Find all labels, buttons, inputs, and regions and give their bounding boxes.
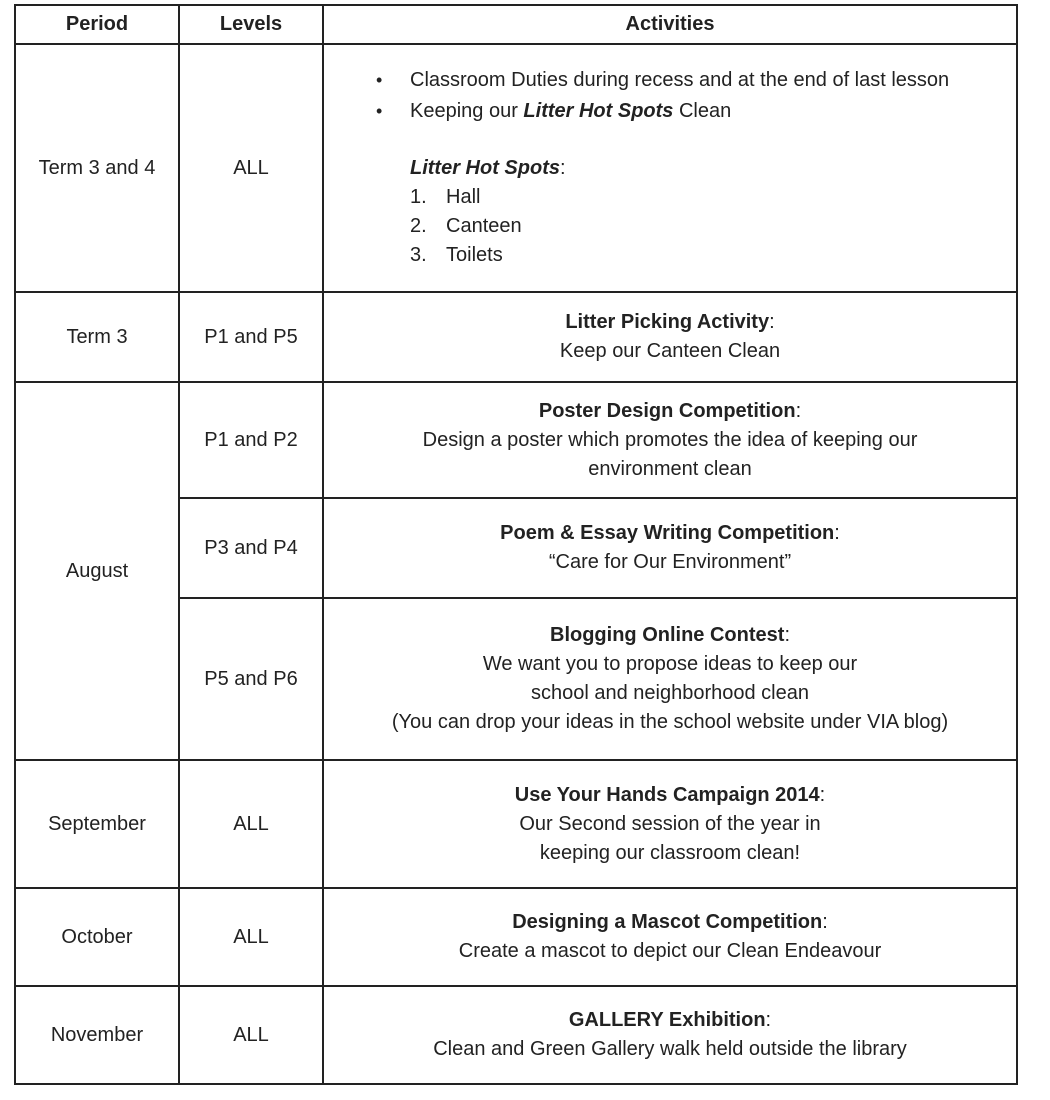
period-cell: October	[15, 888, 179, 986]
list-item	[410, 241, 1008, 270]
period-cell: Term 3	[15, 292, 179, 382]
table-row	[15, 986, 1017, 1084]
activity-line: environment clean	[588, 457, 752, 480]
table-row	[15, 760, 1017, 888]
header-activities: Activities	[323, 5, 1017, 44]
activity-title: GALLERY Exhibition	[568, 1009, 766, 1031]
hotspots-heading-text: Litter Hot Spots	[410, 157, 560, 179]
activity-title: Poem & Essay Writing Competition	[500, 522, 835, 544]
level-cell: P5 and P6	[179, 598, 323, 760]
level-cell: ALL	[179, 44, 323, 292]
activity-cell	[323, 888, 1017, 986]
activity-line: Design a poster which promotes the idea of keeping our	[422, 428, 918, 451]
duties-list	[364, 66, 1008, 126]
list-item	[364, 97, 1008, 126]
list-item	[410, 212, 1008, 241]
activity-line: school and neighborhood clean	[531, 682, 809, 704]
activity-cell	[323, 986, 1017, 1084]
title-colon: :	[834, 522, 840, 544]
activity-title: Poster Design Competition	[538, 399, 796, 422]
activity-line: Create a mascot to depict our Clean Endeavour	[458, 940, 882, 962]
duty-text-post: Clean	[673, 100, 732, 122]
item-number: 2.	[410, 215, 427, 237]
hotspots-list	[364, 183, 1008, 270]
table-row	[15, 292, 1017, 382]
hotspots-colon: :	[560, 157, 566, 179]
duty-text: Classroom Duties during recess and at the end of last lesson	[410, 69, 950, 91]
activity-title: Designing a Mascot Competition	[512, 911, 823, 933]
list-item	[364, 66, 1008, 95]
period-cell: August	[15, 382, 179, 760]
level-cell: P1 and P2	[179, 382, 323, 498]
activity-line: Keep our Canteen Clean	[559, 340, 781, 362]
activity-cell	[323, 44, 1017, 292]
duty-text-emphasis: Litter Hot Spots	[523, 100, 674, 122]
item-name: Canteen	[446, 215, 522, 237]
activity-cell	[323, 382, 1017, 498]
period-cell: September	[15, 760, 179, 888]
activity-line: keeping our classroom clean!	[539, 841, 801, 864]
table-row	[15, 888, 1017, 986]
title-colon: :	[819, 783, 826, 806]
header-levels: Levels	[179, 5, 323, 44]
activity-line: “Care for Our Environment”	[548, 551, 792, 573]
bullet-icon: •	[376, 70, 383, 90]
list-item	[410, 183, 1008, 212]
activity-line: Our Second session of the year in	[519, 812, 821, 835]
activity-line: (You can drop your ideas in the school website under VIA blog)	[391, 711, 949, 733]
level-cell: ALL	[179, 760, 323, 888]
activity-title: Litter Picking Activity	[565, 311, 770, 333]
level-cell: P1 and P5	[179, 292, 323, 382]
item-number: 1.	[410, 186, 427, 208]
table-row	[15, 382, 1017, 498]
activity-cell	[323, 292, 1017, 382]
item-name: Hall	[446, 186, 481, 208]
activity-cell	[323, 760, 1017, 888]
period-cell: November	[15, 986, 179, 1084]
title-colon: :	[765, 1009, 772, 1031]
activity-line: We want you to propose ideas to keep our	[482, 653, 858, 675]
activity-content	[324, 66, 1016, 270]
bullet-icon: •	[376, 101, 383, 121]
hotspots-heading	[410, 154, 1008, 183]
title-colon: :	[784, 624, 790, 646]
activities-table	[14, 4, 1018, 1085]
title-colon: :	[769, 311, 775, 333]
title-colon: :	[795, 399, 802, 422]
period-cell: Term 3 and 4	[15, 44, 179, 292]
item-name: Toilets	[446, 244, 503, 266]
item-number: 3.	[410, 244, 427, 266]
table-row	[15, 44, 1017, 292]
level-cell: P3 and P4	[179, 498, 323, 598]
level-cell: ALL	[179, 986, 323, 1084]
activity-title: Blogging Online Contest	[550, 624, 785, 646]
header-row	[15, 5, 1017, 44]
level-cell: ALL	[179, 888, 323, 986]
activity-cell	[323, 598, 1017, 760]
activity-line: Clean and Green Gallery walk held outside the library	[433, 1038, 907, 1060]
activity-cell	[323, 498, 1017, 598]
duty-text-pre: Keeping our	[410, 100, 524, 122]
title-colon: :	[822, 911, 828, 933]
activity-title: Use Your Hands Campaign 2014	[514, 783, 820, 806]
header-period: Period	[15, 5, 179, 44]
